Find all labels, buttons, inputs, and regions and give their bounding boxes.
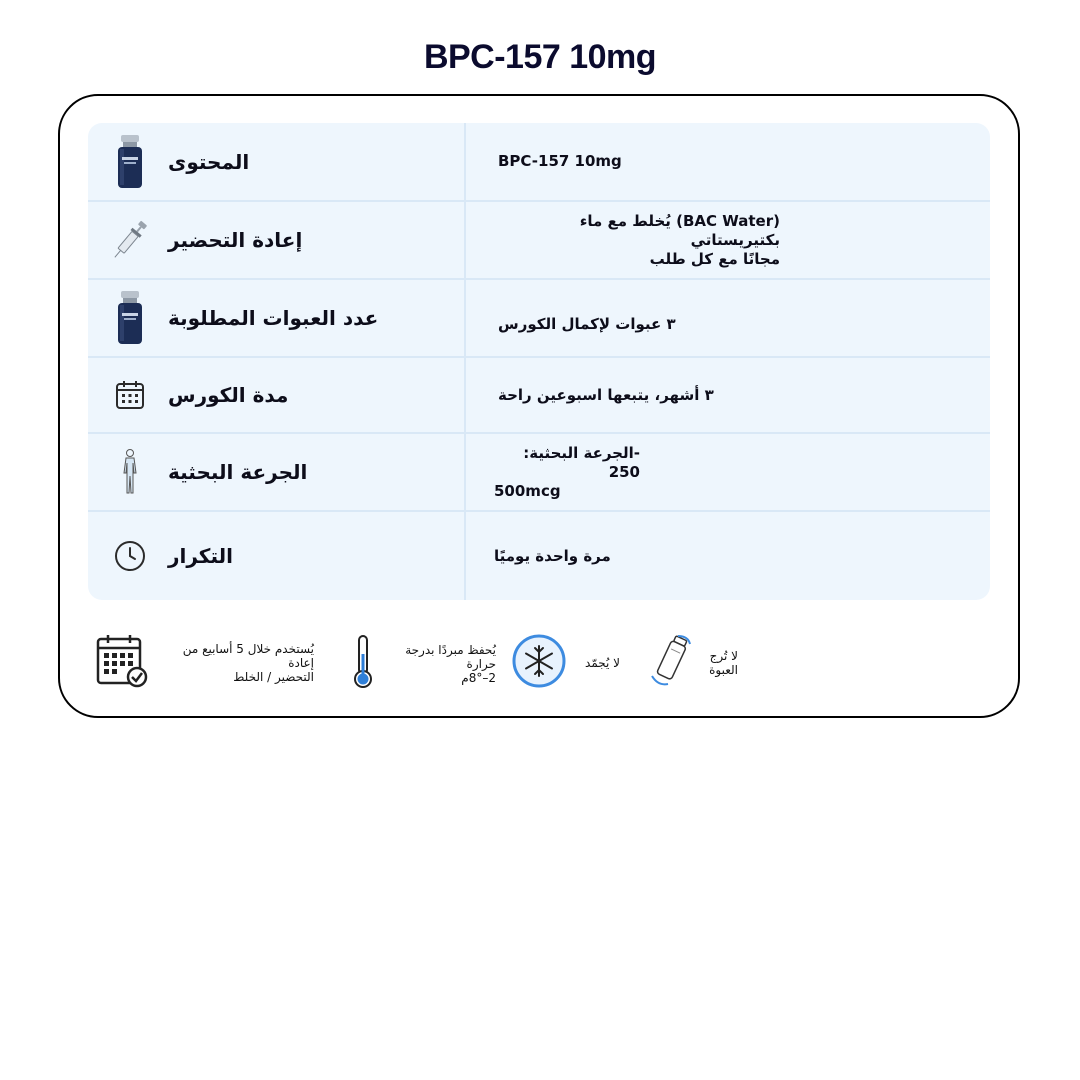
human-body-icon xyxy=(110,434,150,510)
table-row xyxy=(88,123,990,202)
table-row xyxy=(88,358,990,434)
table-row xyxy=(88,280,990,358)
row-label-reconstitution: إعادة التحضير xyxy=(168,228,303,252)
row-label-frequency: التكرار xyxy=(168,544,233,568)
calendar-icon xyxy=(110,358,150,432)
shake-vial-icon xyxy=(648,632,694,694)
vial-icon xyxy=(110,123,150,200)
footer-use-within-line1: يُستخدم خلال 5 أسابيع من إعادة xyxy=(182,642,314,670)
syringe-icon xyxy=(110,202,150,278)
footer-do-not-shake xyxy=(648,632,738,694)
row-value-course-duration: ٣ أشهر، يتبعها اسبوعين راحة xyxy=(498,385,714,404)
snowflake-icon xyxy=(512,634,566,692)
thermometer-icon xyxy=(352,634,374,694)
footer-use-within-line2: التحضير / الخلط xyxy=(233,670,314,684)
row-value-content: BPC-157 10mg xyxy=(498,152,622,170)
calendar-check-icon xyxy=(96,634,148,692)
footer-do-not-freeze-text: لا يُجمّد xyxy=(585,656,620,670)
footer-do-not-shake-line2: العبوة xyxy=(709,663,738,677)
footer-do-not-shake-line1: لا تُرج xyxy=(709,649,738,663)
row-label-course-duration: مدة الكورس xyxy=(168,383,289,407)
table-row xyxy=(88,202,990,280)
vial-icon xyxy=(110,280,150,356)
row-label-research-dose: الجرعة البحثية xyxy=(168,460,308,484)
row-value-research-dose: -الجرعة البحثية: 250 500mcg xyxy=(494,443,640,500)
row-value-reconstitution: (BAC Water) يُخلط مع ماء بكتيريستاتي مجانًا مع كل طلب xyxy=(579,211,780,268)
clock-icon xyxy=(110,512,150,600)
info-table xyxy=(88,123,990,600)
row-label-vial-count: عدد العبوات المطلوبة xyxy=(168,306,379,330)
footer-use-within xyxy=(96,634,314,692)
row-value-vial-count: ٣ عبوات لإكمال الكورس xyxy=(498,314,676,333)
footer-refrigerate xyxy=(352,634,496,694)
footer-refrigerate-line2: 2–8°م xyxy=(461,671,496,685)
table-row xyxy=(88,512,990,600)
row-value-frequency: مرة واحدة يوميًا xyxy=(494,546,611,565)
footer-refrigerate-line1: يُحفظ مبردًا بدرجة حرارة xyxy=(405,643,496,671)
row-label-content: المحتوى xyxy=(168,149,250,174)
page-title: BPC-157 10mg xyxy=(423,38,657,76)
footer-do-not-freeze xyxy=(512,634,620,692)
table-row xyxy=(88,434,990,512)
